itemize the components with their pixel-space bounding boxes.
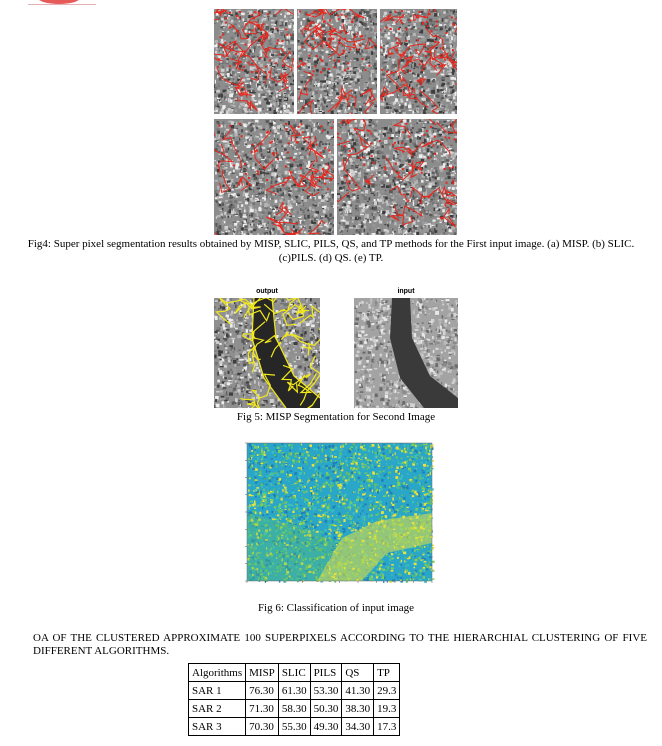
fig4-panel-a-misp [214,9,294,114]
table-header-cell: Algorithms [189,664,246,682]
table-cell: SAR 1 [189,682,246,700]
fig6-caption: Fig 6: Classification of input image [257,602,415,614]
table-header-row [189,664,400,682]
table-cell: 71.30 [246,700,279,718]
fig4-caption: Fig4: Super pixel segmentation results obtained by MISP, SLIC, PILS, QS, and TP methods for the First input image. (a) MISP. (b) SLIC. (c)PILS. (d) QS. (e) TP. [27,238,635,264]
table-cell: 61.30 [278,682,310,700]
table-cell: 76.30 [246,682,279,700]
table-cell: 70.30 [246,718,279,736]
fig4-panel-a-image [214,9,294,114]
fig4-panel-e-tp [337,119,457,235]
fig4-panel-b-slic [297,9,377,114]
table-header-cell: SLIC [278,664,310,682]
table-row [189,700,400,718]
fig5-input-svg [354,298,458,408]
journal-logo [28,0,96,5]
table-cell: SAR 2 [189,700,246,718]
table-cell: 58.30 [278,700,310,718]
table-cell: 53.30 [310,682,342,700]
fig5-input-image [354,298,458,408]
table-cell: 19.3 [374,700,400,718]
fig4-panel-e-image [337,119,457,235]
table-cell: 49.30 [310,718,342,736]
table-cell: SAR 3 [189,718,246,736]
fig5-output-svg [214,298,320,408]
table-cell: 17.3 [374,718,400,736]
table-row [189,718,400,736]
fig5-output-title: output [256,288,278,295]
fig5-output-image [214,298,320,408]
fig4-panel-d-qs [214,119,334,235]
oa-table [188,663,400,736]
table-header-cell: TP [374,664,400,682]
table-header-cell: PILS [310,664,342,682]
table-cell: 34.30 [342,718,374,736]
table-header-cell: MISP [246,664,279,682]
table-cell: 38.30 [342,700,374,718]
table-header-cell: QS [342,664,374,682]
fig4-panel-b-image [297,9,377,114]
table-cell: 29.3 [374,682,400,700]
table-heading: OA OF THE CLUSTERED APPROXIMATE 100 SUPERPIXELS ACCORDING TO THE HIERARCHIAL CLUSTERING OF FIVE DIFFERENT ALGORITHMS. [33,632,647,657]
fig5-caption: Fig 5: MISP Segmentation for Second Image [236,411,436,423]
fig4-panel-c-pils [380,9,457,114]
fig4-panel-c-image [380,9,457,114]
table-cell: 55.30 [278,718,310,736]
fig6-classification-plot [236,437,436,589]
fig5-input-title: input [397,288,415,295]
table-cell: 41.30 [342,682,374,700]
table-cell: 50.30 [310,700,342,718]
fig6-image-area [247,443,435,583]
table-row [189,682,400,700]
fig4-panel-d-image [214,119,334,235]
